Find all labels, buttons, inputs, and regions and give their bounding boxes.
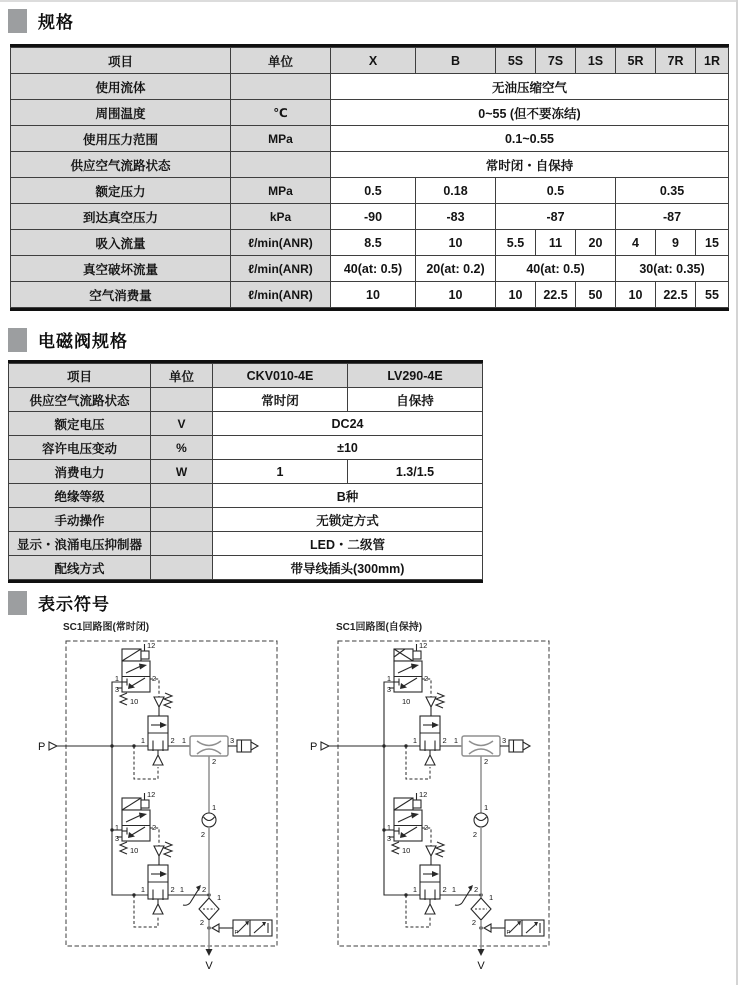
- circuit-diagram-self-holding: [300, 632, 552, 974]
- svg-text:1: 1: [453, 736, 458, 745]
- cell: 无锁定方式: [213, 508, 483, 532]
- svg-text:1: 1: [412, 736, 417, 745]
- svg-text:1: 1: [114, 674, 119, 683]
- table-row: [9, 412, 483, 436]
- vacuum-break-pilot-valve: [115, 790, 164, 865]
- supply-port-marker: [310, 741, 420, 753]
- cell: 10: [616, 282, 656, 308]
- row-unit: ℃: [231, 100, 331, 126]
- svg-text:1: 1: [140, 885, 145, 894]
- cell: -90: [331, 204, 416, 230]
- cell: 15: [696, 230, 729, 256]
- svg-text:1: 1: [386, 823, 391, 832]
- row-label: 空气消费量: [11, 282, 231, 308]
- cell: 10: [416, 282, 496, 308]
- circuit-boundary: [338, 641, 549, 946]
- svg-text:1: 1: [212, 803, 217, 812]
- table-row: [9, 436, 483, 460]
- table-row: [9, 532, 483, 556]
- spec-table: [10, 47, 729, 308]
- row-unit: [151, 508, 213, 532]
- pressure-switch: [212, 920, 272, 936]
- cell: 1.3/1.5: [348, 460, 483, 484]
- col-header: 单位: [151, 364, 213, 388]
- table-row: [9, 388, 483, 412]
- vacuum-break-pilot-valve: [387, 790, 436, 865]
- cell: 40(at: 0.5): [331, 256, 416, 282]
- cell: 10: [331, 282, 416, 308]
- col-header: 5R: [616, 48, 656, 74]
- supply-pilot-valve-latching: [387, 641, 436, 716]
- cell: DC24: [213, 412, 483, 436]
- table-row: [9, 460, 483, 484]
- row-unit: [231, 152, 331, 178]
- solenoid-table-wrap: [8, 360, 483, 583]
- svg-text:2: 2: [202, 885, 207, 894]
- vacuum-port-marker: [477, 928, 485, 972]
- solenoid-table: [8, 363, 483, 580]
- page-frame-top-line: [0, 0, 738, 2]
- row-label: 手动操作: [9, 508, 151, 532]
- row-unit: ℓ/min(ANR): [231, 256, 331, 282]
- vacuum-port-marker: [205, 928, 213, 972]
- svg-text:2: 2: [424, 674, 429, 683]
- table-row: [11, 204, 729, 230]
- svg-text:3: 3: [114, 834, 119, 843]
- svg-text:1: 1: [386, 674, 391, 683]
- col-header: 项目: [11, 48, 231, 74]
- svg-text:2: 2: [472, 830, 477, 839]
- section-header-solenoid: [8, 327, 128, 352]
- vacuum-filter: [471, 893, 493, 928]
- cell: 30(at: 0.35): [616, 256, 729, 282]
- svg-text:12: 12: [419, 790, 428, 799]
- cell: 8.5: [331, 230, 416, 256]
- table-header-row: [11, 48, 729, 74]
- vacuum-break-valve: [406, 842, 447, 927]
- col-header: 5S: [496, 48, 536, 74]
- circuit-diagram-normally-closed: [28, 632, 280, 974]
- silencer: [509, 740, 530, 752]
- table-row: [11, 100, 729, 126]
- row-unit: %: [151, 436, 213, 460]
- cell: 22.5: [656, 282, 696, 308]
- row-unit: [231, 74, 331, 100]
- svg-text:P: P: [38, 741, 46, 753]
- svg-text:1: 1: [179, 885, 184, 894]
- cell: 带导线插头(300mm): [213, 556, 483, 580]
- table-row: [11, 282, 729, 308]
- svg-text:2: 2: [484, 757, 489, 766]
- svg-text:1: 1: [140, 736, 145, 745]
- svg-text:2: 2: [152, 823, 157, 832]
- cell: 50: [576, 282, 616, 308]
- svg-text:V: V: [205, 960, 213, 972]
- supply-riser-line: [384, 682, 420, 895]
- svg-text:1: 1: [451, 885, 456, 894]
- row-unit: ℓ/min(ANR): [231, 282, 331, 308]
- supply-valve: [134, 693, 175, 779]
- svg-text:1: 1: [412, 885, 417, 894]
- svg-text:2: 2: [442, 736, 447, 745]
- table-row: [9, 556, 483, 580]
- check-valve: [473, 803, 488, 898]
- svg-text:2: 2: [424, 823, 429, 832]
- cell: 22.5: [536, 282, 576, 308]
- table-header-row: [9, 364, 483, 388]
- circuit-boundary: [66, 641, 277, 946]
- supply-riser-line: [112, 682, 148, 895]
- table-row: [9, 508, 483, 532]
- svg-text:P: P: [310, 741, 318, 753]
- vacuum-filter: [199, 893, 221, 928]
- row-label: 吸入流量: [11, 230, 231, 256]
- row-unit: W: [151, 460, 213, 484]
- col-header: 7R: [656, 48, 696, 74]
- cell: LED・二级管: [213, 532, 483, 556]
- row-unit: kPa: [231, 204, 331, 230]
- cell: 55: [696, 282, 729, 308]
- table-row: [11, 230, 729, 256]
- svg-text:10: 10: [130, 697, 139, 706]
- table-row: [11, 256, 729, 282]
- spec-table-wrap: [10, 44, 729, 311]
- svg-text:2: 2: [170, 885, 175, 894]
- spring-icon: [436, 693, 444, 708]
- cell: 20(at: 0.2): [416, 256, 496, 282]
- svg-text:3: 3: [230, 736, 235, 745]
- svg-text:1: 1: [181, 736, 186, 745]
- cell: 40(at: 0.5): [496, 256, 616, 282]
- row-label: 使用压力范围: [11, 126, 231, 152]
- svg-text:2: 2: [442, 885, 447, 894]
- row-label: 使用流体: [11, 74, 231, 100]
- svg-text:2: 2: [152, 674, 157, 683]
- cell: 9: [656, 230, 696, 256]
- ejector: [440, 736, 530, 813]
- section-title: 规格: [38, 13, 74, 32]
- table-row: [11, 74, 729, 100]
- svg-text:2: 2: [474, 885, 479, 894]
- section-header-symbols: [8, 590, 110, 615]
- svg-text:P: P: [234, 930, 239, 936]
- svg-text:3: 3: [502, 736, 507, 745]
- svg-text:10: 10: [130, 846, 139, 855]
- cell: 0.5: [331, 178, 416, 204]
- cell: 常时闭・自保持: [331, 152, 729, 178]
- svg-text:10: 10: [402, 846, 411, 855]
- cell: 0.1~0.55: [331, 126, 729, 152]
- svg-text:12: 12: [419, 641, 428, 650]
- row-label: 供应空气流路状态: [9, 388, 151, 412]
- row-label: 额定电压: [9, 412, 151, 436]
- svg-text:1: 1: [217, 893, 222, 902]
- table-row: [9, 484, 483, 508]
- cell: 0.18: [416, 178, 496, 204]
- row-unit: ℓ/min(ANR): [231, 230, 331, 256]
- cell: -83: [416, 204, 496, 230]
- svg-text:2: 2: [170, 736, 175, 745]
- cell: 11: [536, 230, 576, 256]
- col-header: 1S: [576, 48, 616, 74]
- circuit-caption-nc: SC1回路图(常时闭): [63, 622, 150, 633]
- cell: 0.35: [616, 178, 729, 204]
- svg-text:2: 2: [200, 830, 205, 839]
- svg-text:2: 2: [212, 757, 217, 766]
- row-unit: MPa: [231, 178, 331, 204]
- cell: ±10: [213, 436, 483, 460]
- cell: 4: [616, 230, 656, 256]
- cell: 无油压缩空气: [331, 74, 729, 100]
- cell: 常时闭: [213, 388, 348, 412]
- svg-text:3: 3: [386, 834, 391, 843]
- section-header-spec: [8, 8, 74, 33]
- table-row: [11, 152, 729, 178]
- silencer: [237, 740, 258, 752]
- vacuum-break-valve: [134, 842, 175, 927]
- col-header: 1R: [696, 48, 729, 74]
- row-label: 容许电压变动: [9, 436, 151, 460]
- cell: 0~55 (但不要冻结): [331, 100, 729, 126]
- row-label: 配线方式: [9, 556, 151, 580]
- ejector: [168, 736, 258, 813]
- row-label: 真空破坏流量: [11, 256, 231, 282]
- section-square-icon: [8, 9, 27, 33]
- row-label: 到达真空压力: [11, 204, 231, 230]
- row-unit: [151, 556, 213, 580]
- col-header: LV290-4E: [348, 364, 483, 388]
- cell: 0.5: [496, 178, 616, 204]
- svg-text:3: 3: [386, 685, 391, 694]
- return-spring-icon: [120, 693, 127, 705]
- col-header: 7S: [536, 48, 576, 74]
- section-square-icon: [8, 328, 27, 352]
- svg-text:12: 12: [147, 790, 156, 799]
- svg-text:1: 1: [489, 893, 494, 902]
- row-label: 显示・浪涌电压抑制器: [9, 532, 151, 556]
- cell: -87: [616, 204, 729, 230]
- svg-text:2: 2: [471, 918, 476, 927]
- row-unit: MPa: [231, 126, 331, 152]
- svg-text:2: 2: [199, 918, 204, 927]
- row-label: 供应空气流路状态: [11, 152, 231, 178]
- col-header: 项目: [9, 364, 151, 388]
- pressure-switch: [484, 920, 544, 936]
- section-square-icon: [8, 591, 27, 615]
- svg-text:10: 10: [402, 697, 411, 706]
- circuit-caption-latching: SC1回路图(自保持): [336, 622, 423, 633]
- table-row: [11, 178, 729, 204]
- col-header: CKV010-4E: [213, 364, 348, 388]
- row-label: 绝缘等级: [9, 484, 151, 508]
- cell: 5.5: [496, 230, 536, 256]
- row-unit: [151, 484, 213, 508]
- svg-text:1: 1: [114, 823, 119, 832]
- row-unit: [151, 532, 213, 556]
- return-spring-icon: [120, 842, 127, 854]
- check-valve: [201, 803, 216, 898]
- col-header: X: [331, 48, 416, 74]
- supply-valve: [406, 693, 447, 779]
- return-spring-icon: [392, 842, 399, 854]
- cell: 10: [496, 282, 536, 308]
- row-label: 周围温度: [11, 100, 231, 126]
- cell: 1: [213, 460, 348, 484]
- spring-icon: [164, 842, 172, 857]
- supply-port-marker: [38, 741, 148, 753]
- row-label: 额定压力: [11, 178, 231, 204]
- col-header: B: [416, 48, 496, 74]
- row-unit: [151, 388, 213, 412]
- cell: 20: [576, 230, 616, 256]
- svg-text:1: 1: [484, 803, 489, 812]
- spring-icon: [164, 693, 172, 708]
- cell: B种: [213, 484, 483, 508]
- row-unit: V: [151, 412, 213, 436]
- svg-text:P: P: [506, 930, 511, 936]
- row-label: 消费电力: [9, 460, 151, 484]
- table-row: [11, 126, 729, 152]
- svg-text:V: V: [477, 960, 485, 972]
- col-header: 单位: [231, 48, 331, 74]
- svg-text:12: 12: [147, 641, 156, 650]
- supply-pilot-valve: [115, 641, 164, 716]
- section-title: 电磁阀规格: [38, 332, 128, 351]
- cell: 10: [416, 230, 496, 256]
- cell: -87: [496, 204, 616, 230]
- svg-text:3: 3: [114, 685, 119, 694]
- section-title: 表示符号: [38, 595, 110, 614]
- cell: 自保持: [348, 388, 483, 412]
- spring-icon: [436, 842, 444, 857]
